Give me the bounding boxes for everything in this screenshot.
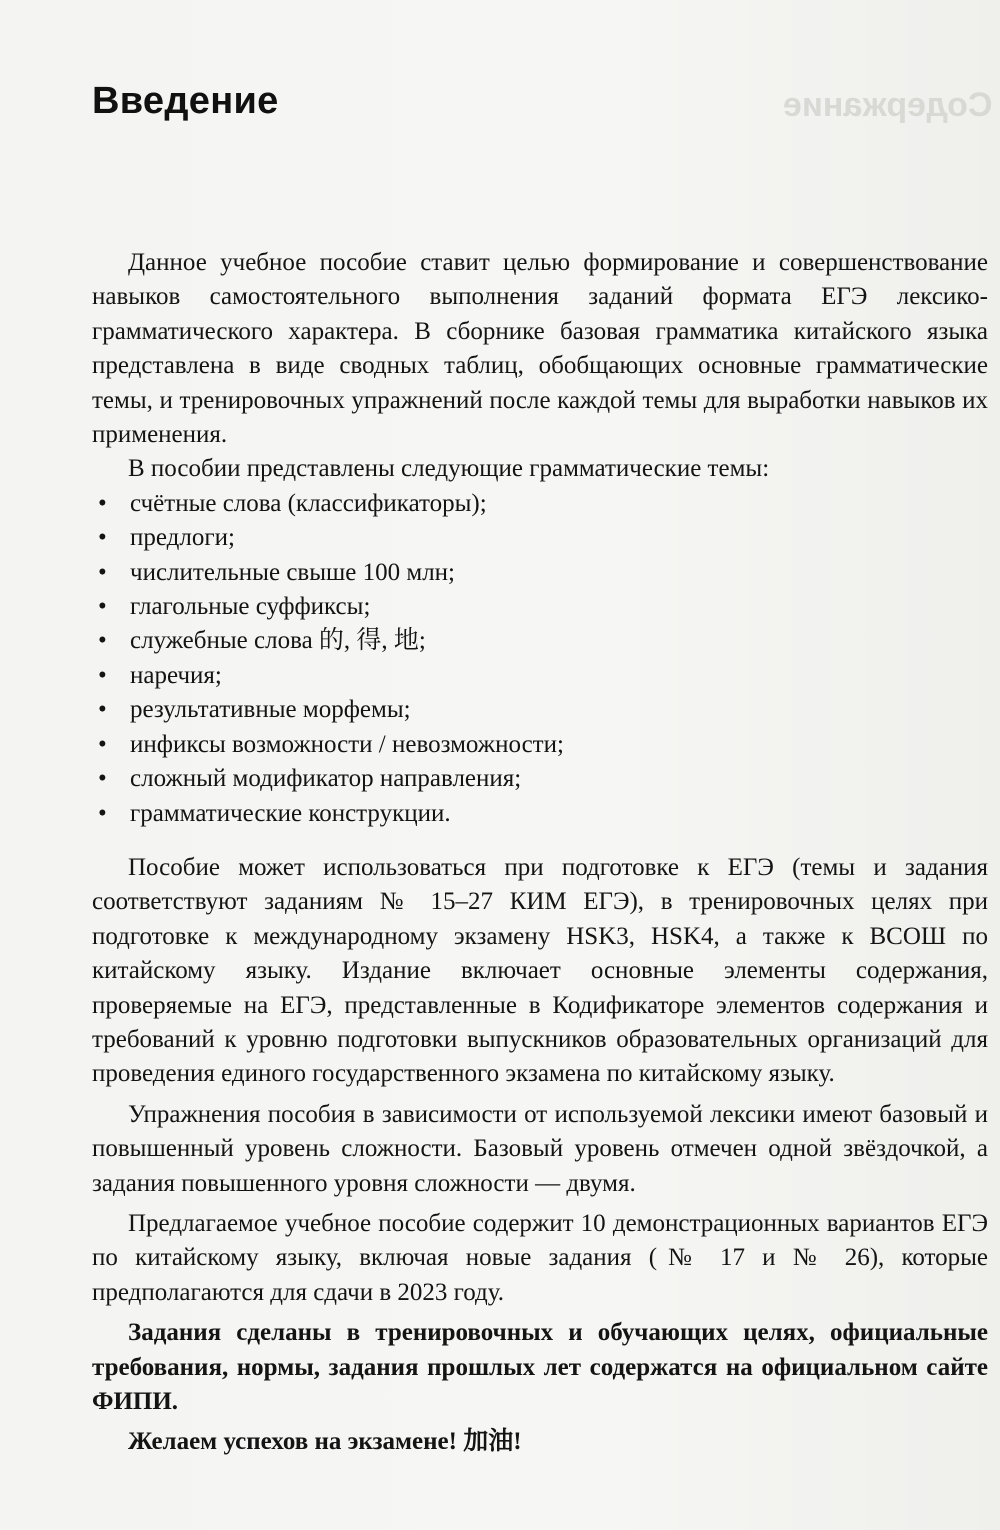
spacer (92, 831, 988, 851)
list-item (92, 762, 988, 796)
bullet-icon: • (98, 489, 107, 517)
bullet-icon: • (98, 799, 107, 827)
list-item (92, 624, 988, 658)
list-item (92, 590, 988, 624)
list-item (92, 693, 988, 727)
bullet-icon: • (98, 765, 107, 793)
list-item (92, 728, 988, 762)
paragraph-variants: Предлагаемое учебное пособие содержит 10 демонстрационных вариантов ЕГЭ по китайскому языку, включая новые задания (№ 17 и № 26), которые предполагаются для сдачи в 2023 году. (92, 1209, 988, 1306)
list-item-text: глагольные суффиксы; (130, 593, 371, 621)
topics-lead: В пособии представлены следующие грамматические темы: (128, 455, 770, 483)
list-item-text: числительные свыше 100 млн; (130, 558, 455, 586)
bullet-icon: • (98, 627, 107, 655)
paragraph-purpose: Данное учебное пособие ставит целью формирование и совершенствование навыков самостоятельного выполнения заданий формата ЕГЭ лексико-грамматического характера. В сборнике базовая грамматика китайского языка представлена в виде сводных таблиц, обобщающих основные грамматические темы, и тренировочных упражнений после каждой темы для выработки навыков их применения. (92, 249, 988, 449)
paragraph-difficulty: Упражнения пособия в зависимости от используемой лексики имеют базовый и повышенный уровень сложности. Базовый уровень отмечен одной звёздочкой, а задания повышенного уровня сложности — двумя. (92, 1100, 988, 1197)
list-item-text: инфиксы возможности / невозможности; (130, 730, 564, 758)
list-item-text: счётные слова (классификаторы); (130, 489, 487, 517)
topics-list (92, 487, 988, 831)
list-item-text: служебные слова 的, 得, 地; (130, 627, 426, 655)
bullet-icon: • (98, 730, 107, 758)
bullet-icon: • (98, 558, 107, 586)
list-item (92, 521, 988, 555)
page-title: Введение (92, 80, 279, 122)
bullet-icon: • (98, 661, 107, 689)
list-item-text: сложный модификатор направления; (130, 765, 522, 793)
bleed-through-heading: Содержание (782, 86, 992, 124)
paragraph-wishes: Желаем успехов на экзамене! 加油! (128, 1428, 522, 1456)
list-item (92, 487, 988, 521)
list-item-text: грамматические конструкции. (130, 799, 451, 827)
intro-text (92, 246, 988, 1460)
paragraph-usage: Пособие может использоваться при подготовке к ЕГЭ (темы и задания соответствуют заданиям № 15–27 КИМ ЕГЭ), в тренировочных целях при подготовке к международному экзамену HSK3, HSK4, а также к ВСОШ по китайскому языку. Издание включает основные элементы содержания, проверяемые на ЕГЭ, представленные в Кодификаторе элементов содержания и требований к уровню подготовки выпускников образовательных организаций для проведения единого государственного экзамена по китайскому языку. (92, 853, 988, 1088)
list-item (92, 659, 988, 693)
list-item-text: результативные морфемы; (130, 696, 411, 724)
list-item-text: предлоги; (130, 524, 235, 552)
list-item (92, 797, 988, 831)
bullet-icon: • (98, 524, 107, 552)
list-item-text: наречия; (130, 661, 222, 689)
paragraph-disclaimer: Задания сделаны в тренировочных и обучающих целях, официальные требования, нормы, задания прошлых лет содержатся на официальном сайте ФИПИ. (92, 1319, 988, 1415)
bullet-icon: • (98, 593, 107, 621)
bullet-icon: • (98, 696, 107, 724)
list-item (92, 556, 988, 590)
